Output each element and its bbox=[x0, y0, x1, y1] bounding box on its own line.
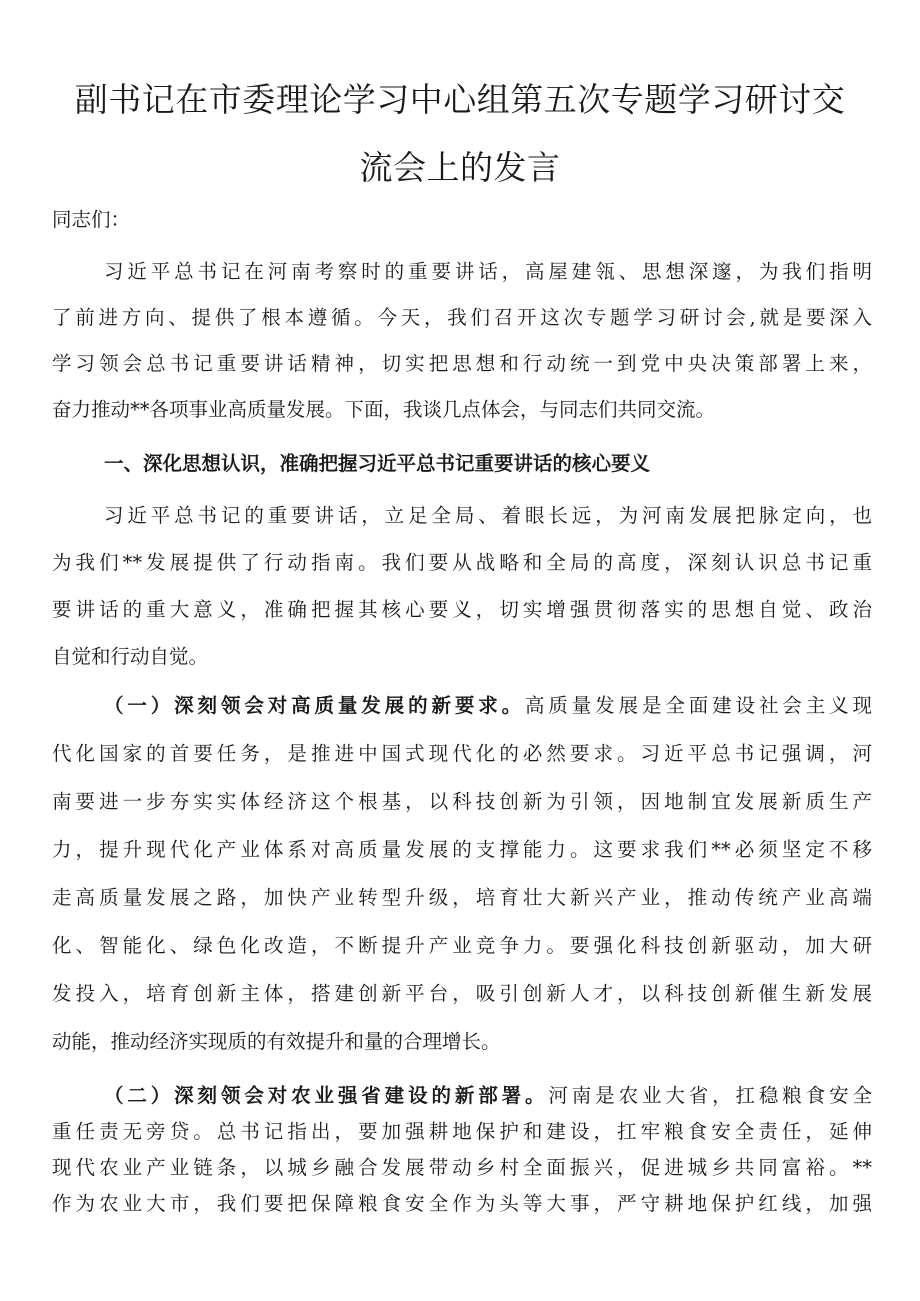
paragraph-4-line-1 bbox=[52, 1080, 872, 1108]
paragraph-3-line-8: 动能，推动经济实现质的有效提升和量的合理增长。 bbox=[52, 1030, 501, 1053]
section-heading-1: 一、深化思想认识，准确把握习近平总书记重要讲话的核心要义 bbox=[104, 452, 651, 475]
subheading-1: （一）深刻领会对高质量发展的新要求。 bbox=[104, 694, 526, 717]
paragraph-3-line-3: 南要进一步夯实实体经济这个根基，以科技创新为引领，因地制宜发展新质生产 bbox=[52, 790, 872, 813]
paragraph-1-line-2: 了前进方向、提供了根本遵循。今天，我们召开这次专题学习研讨会,就是要深入 bbox=[52, 306, 872, 329]
paragraph-3-line-2: 代化国家的首要任务，是推进中国式现代化的必然要求。习近平总书记强调，河 bbox=[52, 742, 872, 765]
salutation: 同志们： bbox=[52, 208, 131, 231]
paragraph-3-line-6: 化、智能化、绿色化改造，不断提升产业竞争力。要强化科技创新驱动，加大研 bbox=[52, 934, 872, 957]
paragraph-1-line-1: 习近平总书记在河南考察时的重要讲话，高屋建瓴、思想深邃，为我们指明 bbox=[104, 260, 872, 283]
paragraph-4-line-1-text: 河南是农业大省，扛稳粮食安全 bbox=[548, 1084, 872, 1107]
paragraph-2-line-2: 为我们**发展提供了行动指南。我们要从战略和全局的高度，深刻认识总书记重 bbox=[52, 551, 872, 574]
paragraph-3-line-5: 走高质量发展之路，加快产业转型升级，培育壮大新兴产业，推动传统产业高端 bbox=[52, 886, 872, 909]
paragraph-4-line-4: 作为农业大市，我们要把保障粮食安全作为头等大事，严守耕地保护红线，加强 bbox=[52, 1192, 872, 1215]
paragraph-4-line-3: 现代农业产业链条，以城乡融合发展带动乡村全面振兴，促进城乡共同富裕。** bbox=[52, 1156, 872, 1179]
document-title-line-1: 副书记在市委理论学习中心组第五次专题学习研讨交 bbox=[74, 80, 846, 119]
document-title-line-2: 流会上的发言 bbox=[359, 148, 561, 187]
paragraph-3-line-1-text: 高质量发展是全面建设社会主义现 bbox=[525, 694, 872, 717]
paragraph-3-line-4: 力，提升现代化产业体系对高质量发展的支撑能力。这要求我们**必须坚定不移 bbox=[52, 838, 872, 861]
paragraph-3-line-7: 发投入，培育创新主体，搭建创新平台，吸引创新人才，以科技创新催生新发展 bbox=[52, 982, 872, 1005]
paragraph-1-line-4: 奋力推动**各项事业高质量发展。下面，我谈几点体会，与同志们共同交流。 bbox=[52, 398, 716, 421]
paragraph-2-line-3: 要讲话的重大意义，准确把握其核心要义，切实增强贯彻落实的思想自觉、政治 bbox=[52, 598, 872, 621]
paragraph-3-line-1 bbox=[52, 690, 872, 718]
paragraph-2-line-4: 自觉和行动自觉。 bbox=[52, 645, 209, 668]
paragraph-4-line-2: 重任责无旁贷。总书记指出，要加强耕地保护和建设，扛牢粮食安全责任，延伸 bbox=[52, 1120, 872, 1143]
subheading-2: （二）深刻领会对农业强省建设的新部署。 bbox=[104, 1084, 549, 1107]
paragraph-1-line-3: 学习领会总书记重要讲话精神，切实把思想和行动统一到党中央决策部署上来， bbox=[52, 352, 872, 375]
paragraph-2-line-1: 习近平总书记的重要讲话，立足全局、着眼长远，为河南发展把脉定向，也 bbox=[104, 504, 872, 527]
